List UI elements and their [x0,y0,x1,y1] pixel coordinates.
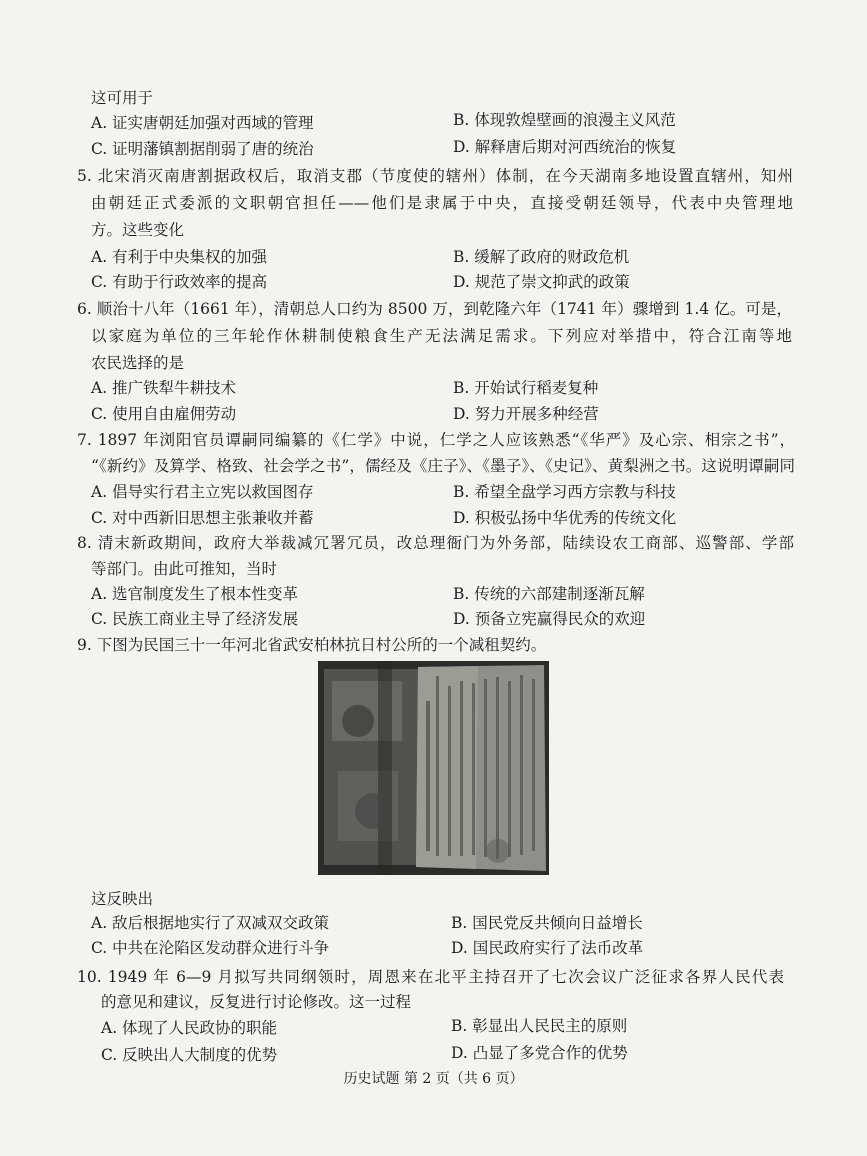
q10-option-a[interactable]: A. 体现了人民政协的职能 [101,1019,278,1037]
q4-option-d[interactable]: D. 解释唐后期对河西统治的恢复 [453,138,677,156]
rent-reduction-contract-photo [318,661,549,875]
q5-stem-line-2: 由朝廷正式委派的文职朝官担任——他们是隶属于中央，直接受朝廷领导，代表中央管理地 [91,194,793,212]
q9-option-d[interactable]: D. 国民政府实行了法币改革 [451,939,644,957]
q9-option-b[interactable]: B. 国民党反共倾向日益增长 [451,914,643,932]
q10-stem-line-2: 的意见和建议，反复进行讨论修改。这一过程 [101,993,412,1011]
q6-option-d[interactable]: D. 努力开展多种经营 [453,405,599,423]
q8-stem-line-2: 等部门。由此可推知，当时 [91,560,278,578]
q5-stem-line-1: 5. 北宋消灭南唐割据政权后，取消支郡（节度使的辖州）体制，在今天湖南多地设置直辖州，知州 [77,167,793,185]
q6-option-b[interactable]: B. 开始试行稻麦复种 [453,379,599,397]
q4-option-c[interactable]: C. 证明藩镇割据削弱了唐的统治 [91,140,314,158]
q6-stem-line-2: 以家庭为单位的三年轮作休耕制使粮食生产无法满足需求。下列应对举措中，符合江南等地 [91,327,792,345]
q7-option-b[interactable]: B. 希望全盘学习西方宗教与科技 [453,483,676,501]
q8-stem-line-1: 8. 清末新政期间，政府大举裁减冗署冗员，改总理衙门为外务部，陆续设农工商部、巡警部、学部 [77,534,794,552]
q5-option-c[interactable]: C. 有助于行政效率的提高 [91,273,268,291]
q9-option-a[interactable]: A. 敌后根据地实行了双减双交政策 [91,914,330,932]
q10-option-d[interactable]: D. 凸显了多党合作的优势 [451,1044,628,1062]
q7-option-d[interactable]: D. 积极弘扬中华优秀的传统文化 [453,509,677,527]
q7-option-a[interactable]: A. 倡导实行君主立宪以救国图存 [91,483,314,501]
q5-option-a[interactable]: A. 有利于中央集权的加强 [91,248,268,266]
q5-stem-line-3: 方。这些变化 [91,221,185,239]
q8-option-c[interactable]: C. 民族工商业主导了经济发展 [91,610,299,628]
page-footer: 历史试题 第 2 页（共 6 页） [343,1071,524,1087]
q9-option-c[interactable]: C. 中共在沦陷区发动群众进行斗争 [91,939,330,957]
q7-stem-line-1: 7. 1897 年浏阳官员谭嗣同编纂的《仁学》中说，仁学之人应该熟悉“《华严》及心宗、相宗之书”， [77,431,795,449]
q5-option-b[interactable]: B. 缓解了政府的财政危机 [453,248,630,266]
q6-option-c[interactable]: C. 使用自由雇佣劳动 [91,405,237,423]
q8-option-b[interactable]: B. 传统的六部建制逐渐瓦解 [453,585,645,603]
q6-option-a[interactable]: A. 推广铁犁牛耕技术 [91,379,237,397]
q7-stem-line-2: “《新约》及算学、格致、社会学之书”，儒经及《庄子》、《墨子》、《史记》、黄梨洲之书。这说明谭嗣同 [91,457,795,475]
q10-stem-line-1: 10. 1949 年 6—9 月拟写共同纲领时，周恩来在北平主持召开了七次会议广泛征求各界人民代表 [77,968,784,986]
q9-stem-line: 9. 下图为民国三十一年河北省武安柏林抗日村公所的一个减租契约。 [77,636,547,654]
q5-option-d[interactable]: D. 规范了崇文抑武的政策 [453,273,630,291]
q4-stem-tail: 这可用于 [91,89,154,107]
q8-option-a[interactable]: A. 选官制度发生了根本性变革 [91,585,299,603]
q10-option-b[interactable]: B. 彰显出人民民主的原则 [451,1017,628,1035]
q4-option-a[interactable]: A. 证实唐朝廷加强对西域的管理 [91,114,314,132]
contract-document-image [318,661,549,875]
q9-stem-tail: 这反映出 [91,890,154,908]
q8-option-d[interactable]: D. 预备立宪赢得民众的欢迎 [453,610,646,628]
q4-option-b[interactable]: B. 体现敦煌壁画的浪漫主义风范 [453,111,676,129]
q7-option-c[interactable]: C. 对中西新旧思想主张兼收并蓄 [91,509,314,527]
q10-option-c[interactable]: C. 反映出人大制度的优势 [101,1046,278,1064]
q6-stem-line-3: 农民选择的是 [91,354,185,372]
q6-stem-line-1: 6. 顺治十八年（1661 年），清朝总人口约为 8500 万，到乾隆六年（1741 年）骤增到 1.4 亿。可是， [77,300,792,318]
